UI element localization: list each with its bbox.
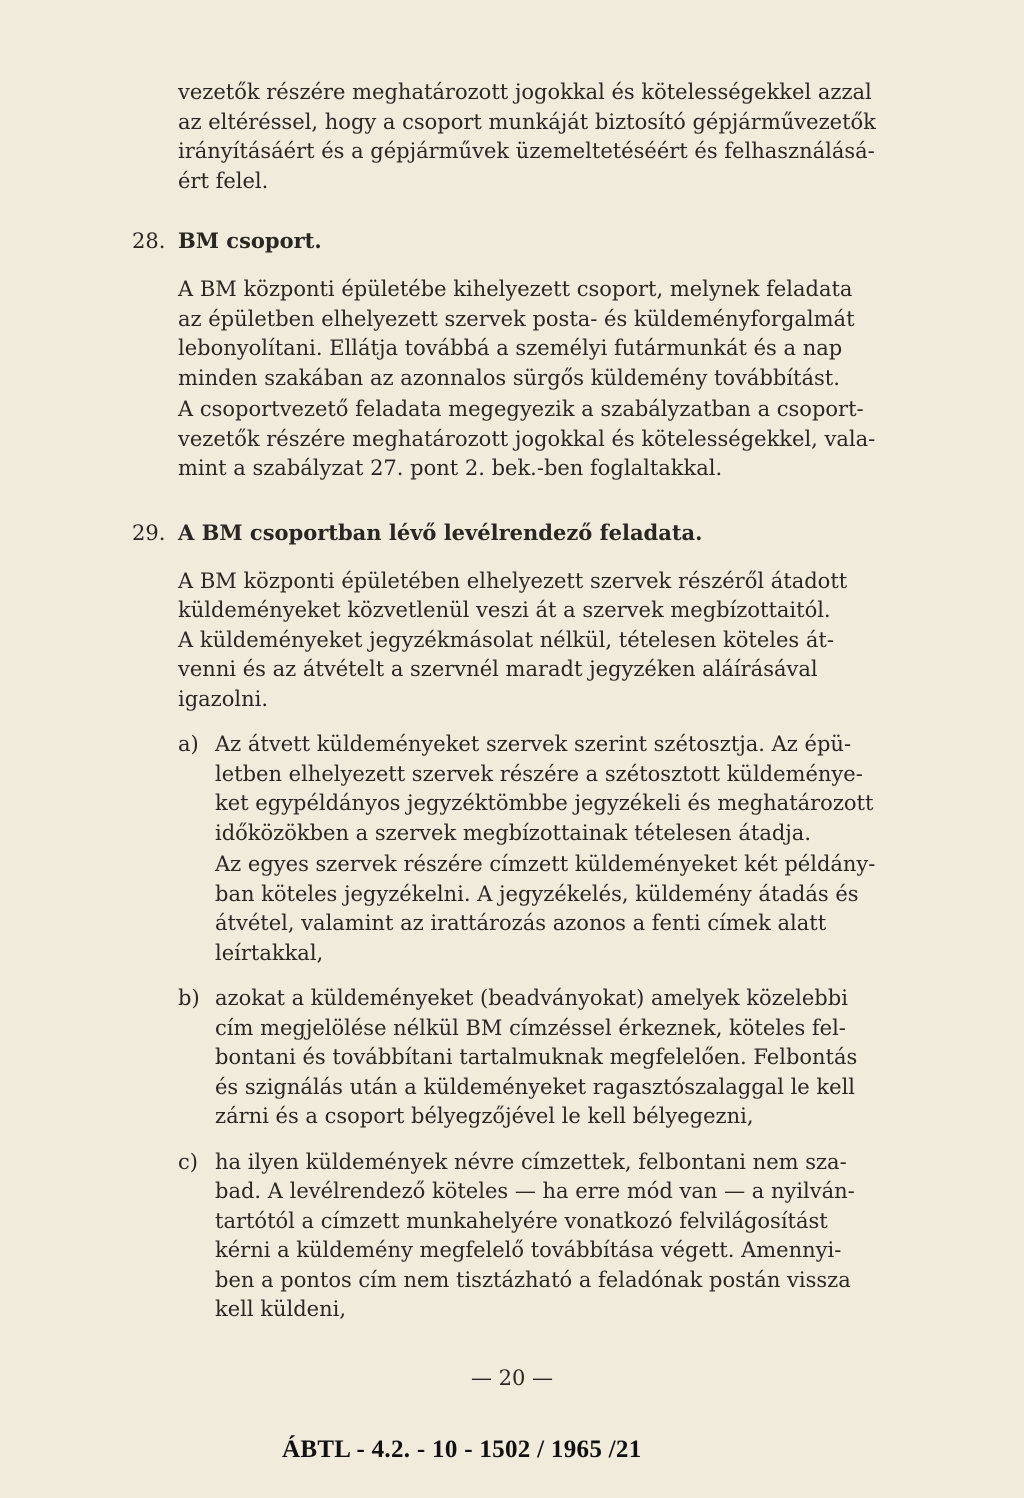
text-line: mint a szabályzat 27. pont 2. bek.-ben foglaltakkal. bbox=[178, 456, 723, 480]
section-title: A BM csoportban lévő levélrendező feladata. bbox=[178, 519, 703, 545]
text-line: az épületben elhelyezett szervek posta- és küldeményforgalmát bbox=[178, 306, 855, 331]
list-item-text bbox=[215, 984, 960, 1132]
list-item-text bbox=[215, 730, 960, 848]
text-line: venni és az átvételt a szervnél maradt jegyzéken aláírásával bbox=[178, 657, 818, 681]
text-line: kérni a küldemény megfelelő továbbítása végett. Amennyi- bbox=[215, 1238, 842, 1262]
page-number: — 20 — bbox=[470, 1366, 554, 1390]
text-line: zárni és a csoport bélyegzőjével le kell bélyegezni, bbox=[215, 1104, 754, 1128]
section-29-paragraph-1 bbox=[178, 567, 960, 715]
text-line: ban köteles jegyzékelni. A jegyzékelés, küldemény átadás és bbox=[215, 881, 859, 906]
text-line: azokat a küldeményeket (beadványokat) amelyek közelebbi bbox=[215, 986, 848, 1010]
text-line: küldeményeket közvetlenül veszi át a szervek megbízottaitól. bbox=[178, 598, 831, 622]
list-item-text bbox=[215, 850, 960, 968]
list-item-label: a) bbox=[178, 732, 199, 756]
text-line: vezetők részére meghatározott jogokkal és kötelességekkel, vala- bbox=[178, 426, 876, 451]
section-number: 28. bbox=[132, 229, 166, 253]
list-item-b bbox=[178, 984, 960, 1132]
section-29-heading bbox=[132, 518, 960, 548]
list-item-text bbox=[215, 1148, 960, 1325]
section-number: 29. bbox=[132, 520, 166, 545]
text-line: leírtakkal, bbox=[215, 940, 324, 965]
text-line: az eltéréssel, hogy a csoport munkáját biztosító gépjárművezetők bbox=[178, 109, 876, 134]
text-line: időközökben a szervek megbízottainak tételesen átadja. bbox=[215, 820, 811, 845]
text-line: letben elhelyezett szervek részére a szétosztott küldeménye- bbox=[215, 761, 863, 786]
text-line: ért felel. bbox=[178, 168, 269, 193]
section-28-heading bbox=[132, 226, 960, 256]
list-item-c bbox=[178, 1148, 960, 1325]
list-item-a bbox=[178, 730, 960, 968]
text-line: A csoportvezető feladata megegyezik a szabályzatban a csoport- bbox=[178, 397, 864, 421]
text-line: Az átvett küldeményeket szervek szerint szétosztja. Az épü- bbox=[215, 732, 852, 756]
text-line: lebonyolítani. Ellátja továbbá a személyi futármunkát és a nap bbox=[178, 336, 843, 360]
text-line: A BM központi épületébe kihelyezett csoport, melynek feladata bbox=[178, 277, 853, 301]
text-line: irányításáért és a gépjárművek üzemeltetéséért és felhasználásá- bbox=[178, 139, 875, 163]
section-28-paragraph-1 bbox=[178, 275, 960, 393]
text-line: bad. A levélrendező köteles — ha erre mód van — a nyilván- bbox=[215, 1179, 855, 1203]
text-line: és szignálás után a küldeményeket ragasztószalaggal le kell bbox=[215, 1074, 855, 1099]
text-line: kell küldeni, bbox=[215, 1297, 347, 1321]
text-line: ben a pontos cím nem tisztázható a feladónak postán vissza bbox=[215, 1267, 851, 1292]
section-title: BM csoport. bbox=[178, 228, 322, 253]
text-line: ha ilyen küldemények névre címzettek, felbontani nem sza- bbox=[215, 1149, 847, 1174]
archive-reference-stamp: ÁBTL - 4.2. - 10 - 1502 / 1965 /21 bbox=[282, 1436, 642, 1463]
text-line: tartótól a címzett munkahelyére vonatkozó felvilágosítást bbox=[215, 1208, 828, 1233]
text-line: bontani és továbbítani tartalmuknak megfelelően. Felbontás bbox=[215, 1045, 858, 1069]
text-line: Az egyes szervek részére címzett küldeményeket két példány- bbox=[215, 852, 876, 876]
text-line: A BM központi épületében elhelyezett szervek részéről átadott bbox=[178, 568, 848, 593]
list-item-label: b) bbox=[178, 986, 200, 1010]
document-page bbox=[132, 78, 960, 1325]
list-item-label: c) bbox=[178, 1149, 198, 1174]
text-line: cím megjelölése nélkül BM címzéssel érkeznek, köteles fel- bbox=[215, 1015, 846, 1040]
text-line: minden szakában az azonnalos sürgős küldemény továbbítást. bbox=[178, 365, 840, 390]
text-line: ket egypéldányos jegyzéktömbbe jegyzékeli és meghatározott bbox=[215, 791, 874, 815]
text-line: A küldeményeket jegyzékmásolat nélkül, tételesen köteles át- bbox=[178, 627, 834, 652]
text-line: átvétel, valamint az irattározás azonos a fenti címek alatt bbox=[215, 911, 827, 935]
text-line: igazolni. bbox=[178, 686, 269, 711]
text-line: vezetők részére meghatározott jogokkal és kötelességekkel azzal bbox=[178, 80, 872, 104]
continuation-paragraph bbox=[178, 78, 960, 196]
section-28-paragraph-2 bbox=[178, 395, 960, 484]
